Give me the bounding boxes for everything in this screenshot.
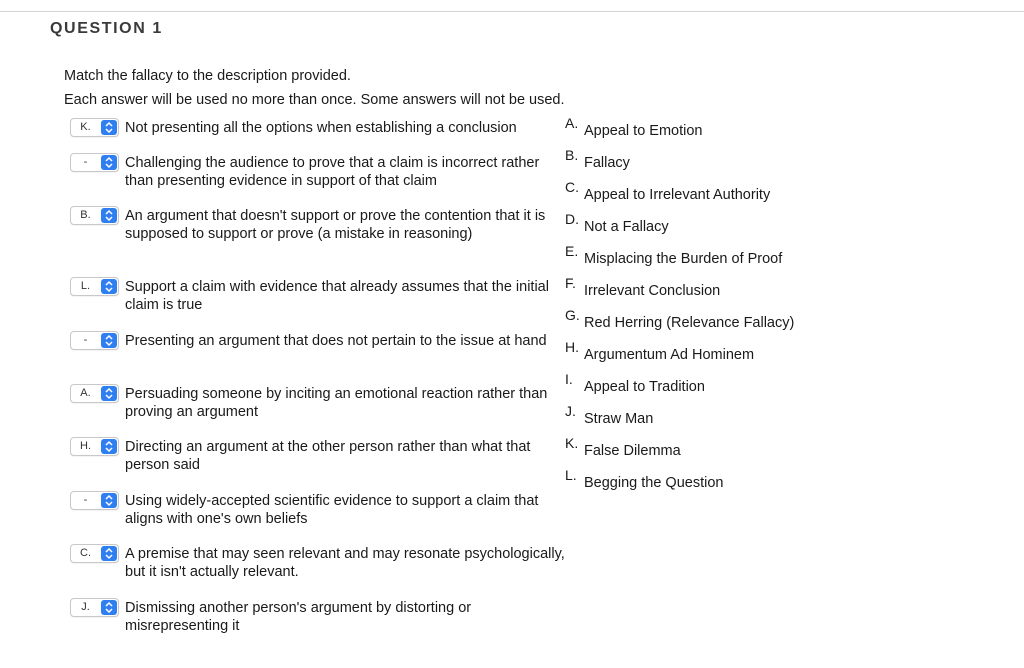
answer-select[interactable]: [70, 491, 119, 510]
answer-letter: J.: [565, 403, 576, 419]
answer-select-value: H.: [80, 440, 91, 452]
answer-option: [565, 435, 865, 467]
select-chevron-icon: [101, 208, 117, 223]
answer-select-value: J.: [81, 601, 90, 613]
answer-select-value: L.: [80, 280, 91, 292]
select-chevron-icon: [101, 386, 117, 401]
instruction-line-1: Match the fallacy to the description provided.: [64, 68, 351, 84]
answer-letter: C.: [565, 179, 579, 195]
answer-select[interactable]: [70, 118, 119, 137]
answer-option: [565, 371, 865, 403]
answer-option: [565, 147, 865, 179]
answer-select[interactable]: [70, 153, 119, 172]
answer-letter: B.: [565, 147, 579, 163]
select-chevron-icon: [101, 439, 117, 454]
answer-option: [565, 307, 865, 339]
answer-text: Appeal to Tradition: [584, 379, 705, 395]
select-chevron-icon: [101, 279, 117, 294]
instructions: [64, 64, 565, 112]
answer-select[interactable]: [70, 331, 119, 350]
select-chevron-icon: [101, 493, 117, 508]
answer-select-value: -: [83, 156, 88, 168]
prompt-text: An argument that doesn't support or prove the contention that it is supposed to support or prove (a mistake in reasoning): [125, 208, 546, 242]
select-chevron-icon: [101, 155, 117, 170]
top-divider: [0, 11, 1024, 12]
answer-option: [565, 339, 865, 371]
answer-option: [565, 243, 865, 275]
answer-text: Irrelevant Conclusion: [584, 283, 721, 299]
answer-letter: F.: [565, 275, 576, 291]
answer-text: Argumentum Ad Hominem: [584, 347, 755, 363]
answer-option: [565, 275, 865, 307]
answer-text: Red Herring (Relevance Fallacy): [584, 315, 795, 331]
prompt-text: Support a claim with evidence that already assumes that the initial claim is true: [125, 279, 549, 313]
prompt-text: A premise that may seen relevant and may resonate psychologically, but it isn't actually relevant.: [125, 546, 565, 580]
answer-letter: I.: [565, 371, 573, 387]
answer-text: Appeal to Irrelevant Authority: [584, 187, 771, 203]
select-chevron-icon: [101, 546, 117, 561]
answer-letter: E.: [565, 243, 579, 259]
answer-text: Straw Man: [584, 411, 654, 427]
answer-letter: K.: [565, 435, 579, 451]
prompt-text: Persuading someone by inciting an emotional reaction rather than proving an argument: [125, 386, 548, 420]
prompt-text: Not presenting all the options when establishing a conclusion: [125, 120, 517, 136]
answer-option: [565, 403, 865, 435]
select-chevron-icon: [101, 600, 117, 615]
answer-select[interactable]: [70, 598, 119, 617]
answer-select-value: C.: [80, 547, 91, 559]
answer-text: Begging the Question: [584, 475, 724, 491]
answer-option: [565, 467, 865, 499]
answer-select-value: B.: [80, 209, 91, 221]
answer-select-value: -: [83, 494, 88, 506]
answer-option: [565, 211, 865, 243]
prompt-text: Dismissing another person's argument by distorting or misrepresenting it: [125, 600, 472, 634]
prompt-text: Challenging the audience to prove that a claim is incorrect rather than presenting evidence in support of that claim: [125, 155, 540, 189]
answer-letter: G.: [565, 307, 580, 323]
select-chevron-icon: [101, 333, 117, 348]
answer-select[interactable]: [70, 437, 119, 456]
answer-select-value: -: [83, 334, 88, 346]
prompt-text: Directing an argument at the other person rather than what that person said: [125, 439, 531, 473]
answer-text: False Dilemma: [584, 443, 681, 459]
answer-letter: D.: [565, 211, 579, 227]
answer-text: Appeal to Emotion: [584, 123, 703, 139]
answer-letter: A.: [565, 115, 579, 131]
select-chevron-icon: [101, 120, 117, 135]
answer-text: Not a Fallacy: [584, 219, 669, 235]
answer-option: [565, 179, 865, 211]
answer-letter: L.: [565, 467, 577, 483]
answer-select-value: K.: [80, 121, 91, 133]
question-title: QUESTION 1: [50, 20, 163, 37]
answer-text: Fallacy: [584, 155, 630, 171]
answer-select[interactable]: [70, 206, 119, 225]
prompt-text: Using widely-accepted scientific evidence to support a claim that aligns with one's own beliefs: [125, 493, 539, 527]
answer-select-value: A.: [80, 387, 91, 399]
instruction-line-2: Each answer will be used no more than once. Some answers will not be used.: [64, 92, 565, 108]
answer-option: [565, 115, 865, 147]
answer-letter: H.: [565, 339, 579, 355]
answer-select[interactable]: [70, 544, 119, 563]
prompt-text: Presenting an argument that does not pertain to the issue at hand: [125, 333, 547, 349]
answer-select[interactable]: [70, 384, 119, 403]
answer-select[interactable]: [70, 277, 119, 296]
answer-text: Misplacing the Burden of Proof: [584, 251, 783, 267]
